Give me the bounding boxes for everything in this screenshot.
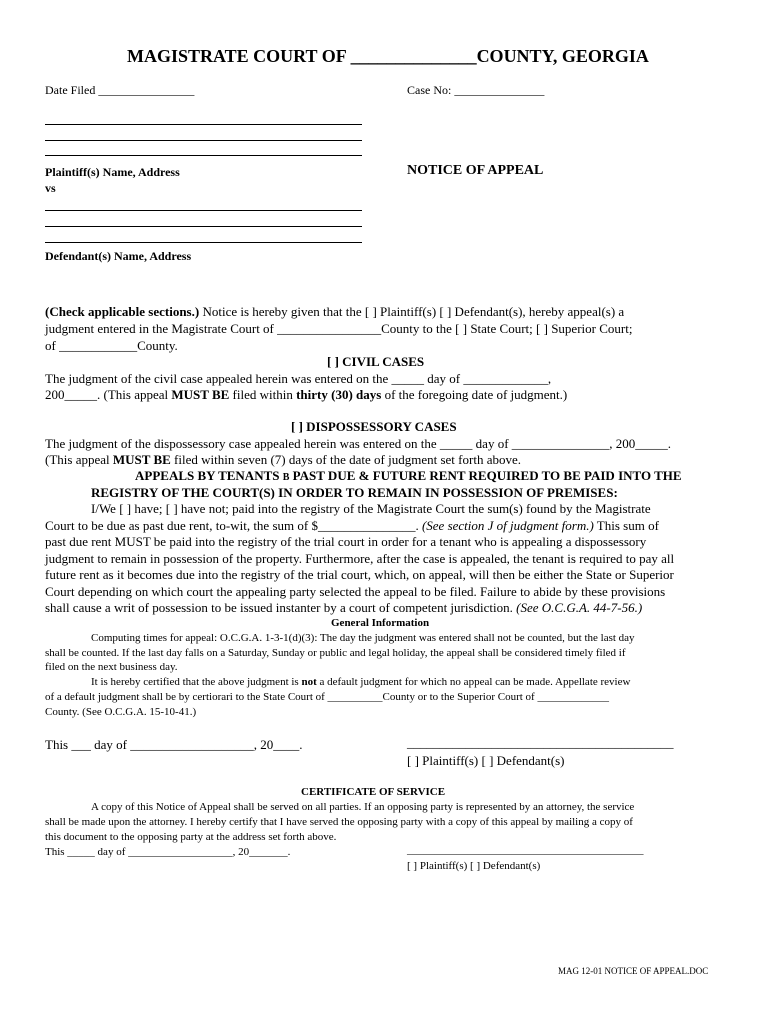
appeal-party-select[interactable]: [ ] Plaintiff(s) [ ] Defendant(s) [407, 753, 565, 768]
tenant-para-1: I/We [ ] have; [ ] have not; paid into the registry of the Magistrate Court the sum(s) found by the Magistrate [91, 501, 651, 516]
intro-line-1 [45, 304, 624, 320]
intro-line-3: of ____________County. [45, 338, 178, 353]
general-line-5: of a default judgment shall be by certiorari to the State Court of __________County or to the Superior Court of _____________ [45, 691, 609, 703]
dispossessory-line-1: The judgment of the dispossessory case appealed herein was entered on the _____ day of _______________, 200_____. [45, 436, 672, 451]
appeal-date-line[interactable]: This ___ day of ___________________, 20____. [45, 737, 303, 752]
defendant-line-1[interactable] [45, 210, 362, 211]
disp-must-be: MUST BE [112, 452, 171, 467]
plaintiff-line-1[interactable] [45, 124, 362, 125]
general-line-2: shall be counted. If the last day falls on a Saturday, Sunday or public and legal holiday, the appeal shall be considered timely filed if [45, 647, 626, 659]
tenant-para-4: judgment to remain in possession of the property. Furthermore, after the case is appealed, the tenant is required to pay all [45, 551, 675, 566]
disp-line-2c: filed within seven (7) days of the date of judgment set forth above. [170, 452, 521, 467]
civil-cases-heading[interactable]: [ ] CIVIL CASES [327, 354, 425, 369]
tenant-heading-1a: APPEALS BY TENANTS [135, 468, 283, 483]
plaintiff-label: Plaintiff(s) Name, Address [45, 165, 180, 179]
tenant-para-3: past due rent MUST be paid into the registry of the trial court in order for a tenant who is appealing a dispossessory [45, 534, 647, 549]
county-blank[interactable]: ______________ [350, 46, 477, 66]
tenant-para-2b: (See section J of judgment form.) [421, 518, 594, 533]
general-not: not [301, 676, 317, 688]
tenant-para-5: future rent as it becomes due into the registry of the trial court, which, on appeal, will then be either the State or Superior [45, 567, 674, 582]
tenant-heading-1b: PAST DUE & FUTURE RENT REQUIRED TO BE PAID INTO THE [289, 468, 682, 483]
general-line-4c: a default judgment for which no appeal can be made. Appellate review [316, 676, 631, 688]
court-title-left: MAGISTRATE COURT OF [127, 46, 347, 66]
notice-title: NOTICE OF APPEAL [407, 163, 544, 178]
certificate-line-2: shall be made upon the attorney. I hereby certify that I have served the opposing party with a copy of this appeal by mailing a copy of [45, 816, 633, 828]
date-filed-row [45, 83, 194, 98]
intro-line-1-text: Notice is hereby given that the [ ] Plaintiff(s) [ ] Defendant(s), hereby appeal(s) a [199, 304, 625, 319]
dispossessory-line-2 [45, 452, 521, 468]
civil-line-2a: 200_____. (This appeal [45, 387, 172, 402]
tenant-heading-1 [135, 468, 682, 484]
civil-line-1: The judgment of the civil case appealed herein was entered on the _____ day of _____________, [45, 371, 552, 386]
court-title-right: COUNTY, GEORGIA [476, 46, 649, 66]
tenant-para-7 [45, 600, 642, 616]
defendant-line-2[interactable] [45, 226, 362, 227]
tenant-heading-b: B [282, 472, 290, 483]
general-line-3: filed on the next business day. [45, 661, 178, 673]
document-id: MAG 12-01 NOTICE OF APPEAL.DOC [558, 966, 709, 976]
certificate-signature-line[interactable]: ___________________________________________ [407, 844, 644, 856]
certificate-date-line[interactable]: This _____ day of ___________________, 20_______. [45, 846, 291, 858]
intro-line-2: judgment entered in the Magistrate Court of ________________County to the [ ] State Court; [ ] Superior Court; [45, 321, 633, 336]
plaintiff-line-3[interactable] [45, 155, 362, 156]
tenant-para-2a: Court to be due as past due rent, to-wit, the sum of $_______________. [45, 518, 422, 533]
case-no-field[interactable]: _______________ [454, 83, 545, 97]
tenant-para-7b: (See O.C.G.A. 44-7-56.) [516, 600, 643, 615]
tenant-para-7a: shall cause a writ of possession to be issued instanter by a court of competent jurisdiction. [45, 600, 517, 615]
court-title [127, 46, 649, 67]
case-no-label: Case No: [407, 83, 452, 97]
civil-must-be: MUST BE [171, 387, 230, 402]
defendant-label: Defendant(s) Name, Address [45, 249, 192, 263]
tenant-heading-2: REGISTRY OF THE COURT(S) IN ORDER TO REMAIN IN POSSESSION OF PREMISES: [91, 485, 618, 500]
check-sections-label: (Check applicable sections.) [45, 304, 200, 319]
vs-label: vs [45, 181, 56, 195]
general-info-heading: General Information [331, 617, 430, 629]
certificate-party-select[interactable]: [ ] Plaintiff(s) [ ] Defendant(s) [407, 860, 541, 872]
general-line-4 [91, 676, 630, 688]
disp-line-2a: (This appeal [45, 452, 113, 467]
civil-line-2c: filed within [229, 387, 297, 402]
tenant-para-2 [45, 518, 659, 534]
civil-thirty-days: thirty (30) days [296, 387, 382, 402]
civil-line-2 [45, 387, 567, 403]
date-filed-label: Date Filed [45, 83, 96, 97]
general-line-6: County. (See O.C.G.A. 15-10-41.) [45, 706, 197, 718]
certificate-line-3: this document to the opposing party at the address set forth above. [45, 831, 337, 843]
civil-line-2e: of the foregoing date of judgment.) [381, 387, 568, 402]
dispossessory-heading[interactable]: [ ] DISPOSSESSORY CASES [291, 419, 457, 434]
general-line-1: Computing times for appeal: O.C.G.A. 1-3-1(d)(3): The day the judgment was entered shall not be counted, but the last day [91, 632, 635, 644]
case-no-row [407, 83, 544, 98]
appeal-signature-line[interactable]: _________________________________________ [407, 735, 674, 750]
defendant-line-3[interactable] [45, 242, 362, 243]
date-filed-field[interactable]: ________________ [98, 83, 195, 97]
tenant-para-2c: This sum of [593, 518, 659, 533]
certificate-line-1: A copy of this Notice of Appeal shall be served on all parties. If an opposing party is represented by an attorney, the service [91, 801, 635, 813]
tenant-para-6: Court depending on which court the appealing party selected the appeal to be filed. Failure to abide by these provisions [45, 584, 666, 599]
plaintiff-line-2[interactable] [45, 140, 362, 141]
certificate-heading: CERTIFICATE OF SERVICE [301, 786, 446, 798]
general-line-4a: It is hereby certified that the above judgment is [91, 676, 302, 688]
